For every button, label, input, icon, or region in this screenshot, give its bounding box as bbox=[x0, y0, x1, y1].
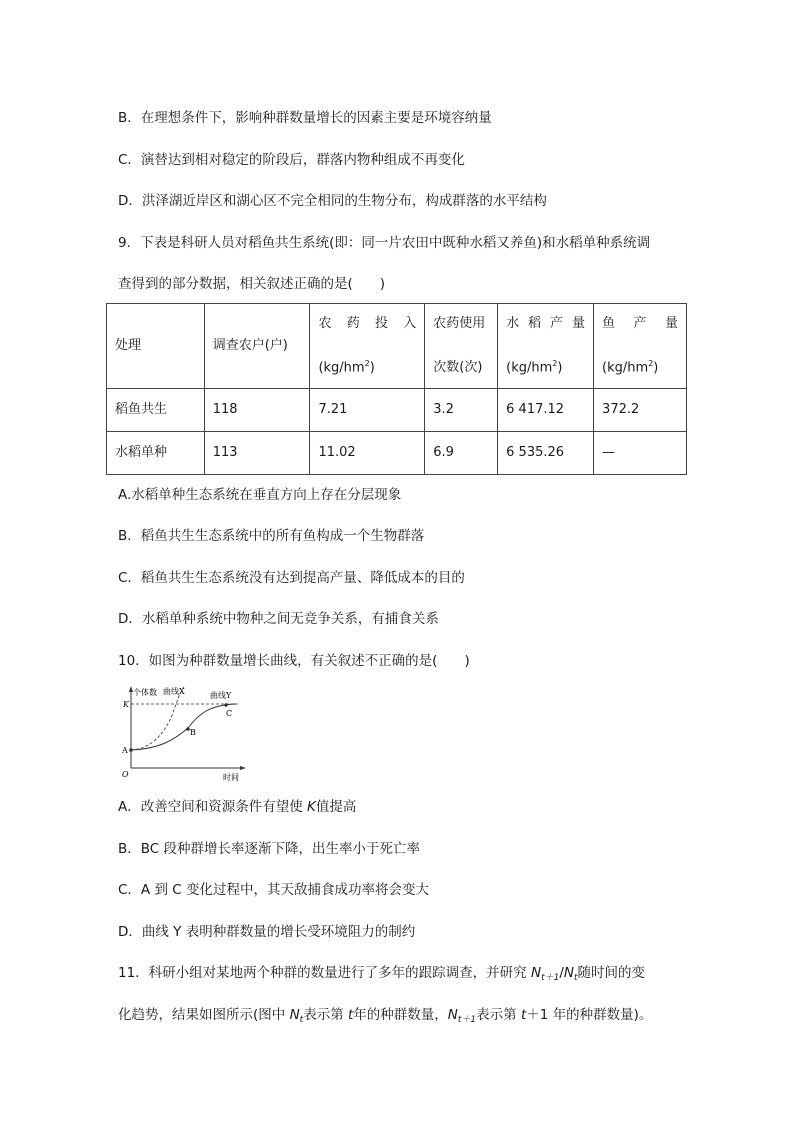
q8-option-c: C．演替达到相对稳定的阶段后，群落内物种组成不再变化 bbox=[118, 152, 465, 168]
header-households: 调查农户(户) bbox=[204, 304, 310, 389]
q9-data-table bbox=[106, 303, 687, 475]
point-b-label: B bbox=[190, 728, 196, 737]
q9-stem-line1: 9．下表是科研人员对稻鱼共生系统(即：同一片农田中既种水稻又养鱼)和水稻单种系统调 bbox=[118, 235, 651, 251]
header-treatment: 处理 bbox=[107, 304, 205, 389]
curve-x-label: 曲线X bbox=[163, 687, 185, 696]
q9-stem-line2: 查得到的部分数据，相关叙述正确的是( ) bbox=[118, 276, 386, 292]
table-cell: 6 535.26 bbox=[498, 432, 594, 475]
curve-y bbox=[131, 704, 236, 750]
q11-stem-line1: 11．科研小组对某地两个种群的数量进行了多年的跟踪调查，并研究 $N_{t+1}/N_t$随时间的变 bbox=[118, 965, 646, 983]
x-axis-label: 时间 bbox=[223, 773, 239, 782]
curve-y-label: 曲线Y bbox=[210, 691, 232, 700]
table-row bbox=[107, 432, 687, 475]
q8-option-d: D．洪泽湖近岸区和湖心区不完全相同的生物分布，构成群落的水平结构 bbox=[118, 193, 547, 209]
table-cell: 稻鱼共生 bbox=[107, 389, 205, 432]
population-growth-figure bbox=[118, 683, 253, 783]
table-cell: 118 bbox=[204, 389, 310, 432]
table-cell: 6.9 bbox=[425, 432, 498, 475]
origin-label: O bbox=[122, 770, 129, 779]
q10-option-a: A．改善空间和资源条件有望使 K值提高 bbox=[118, 799, 357, 815]
q9-option-a: A.水稻单种生态系统在垂直方向上存在分层现象 bbox=[118, 487, 402, 503]
header-fish-yield: 鱼 产 量 $(kg/hm^2)$ bbox=[594, 304, 687, 389]
table-cell: 7.21 bbox=[310, 389, 425, 432]
k-label: K bbox=[123, 700, 129, 709]
point-a bbox=[129, 748, 133, 752]
table-cell: 水稻单种 bbox=[107, 432, 205, 475]
q9-option-c: C．稻鱼共生生态系统没有达到提高产量、降低成本的目的 bbox=[118, 570, 465, 586]
q10-option-b: B．BC 段种群增长率逐渐下降，出生率小于死亡率 bbox=[118, 841, 421, 857]
table-cell: 6 417.12 bbox=[498, 389, 594, 432]
q9-option-d: D．水稻单种系统中物种之间无竞争关系，有捕食关系 bbox=[118, 611, 439, 627]
header-rice-yield: 水 稻 产 量 $(kg/hm^2)$ bbox=[498, 304, 594, 389]
table-cell: — bbox=[594, 432, 687, 475]
q8-option-b: B．在理想条件下，影响种群数量增长的因素主要是环境容纳量 bbox=[118, 110, 492, 126]
table-cell: 3.2 bbox=[425, 389, 498, 432]
table-cell: 372.2 bbox=[594, 389, 687, 432]
q10-option-d: D．曲线 Y 表明种群数量的增长受环境阻力的制约 bbox=[118, 924, 416, 940]
header-pesticide-times: 农药使用 次数(次) bbox=[425, 304, 498, 389]
point-c-label: C bbox=[226, 709, 233, 718]
q10-stem: 10．如图为种群数量增长曲线，有关叙述不正确的是( ) bbox=[118, 653, 470, 669]
x-axis-arrow-icon bbox=[240, 766, 246, 770]
point-c bbox=[224, 703, 228, 707]
point-a-label: A bbox=[122, 746, 128, 755]
table-header-row bbox=[107, 304, 687, 389]
q9-option-b: B．稻鱼共生生态系统中的所有鱼构成一个生物群落 bbox=[118, 528, 425, 544]
y-axis-label: 个体数 bbox=[133, 688, 157, 697]
q11-stem-line2: 化趋势，结果如图所示(图中 $N_t$表示第 t年的种群数量，$N_{t+1}$表示第 t＋1 年的种群数量)。 bbox=[118, 1007, 653, 1025]
table-cell: 11.02 bbox=[310, 432, 425, 475]
table-row bbox=[107, 389, 687, 432]
table-cell: 113 bbox=[204, 432, 310, 475]
header-pesticide-input: 农 药 投 入 $(kg/hm^2)$ bbox=[310, 304, 425, 389]
q10-option-c: C．A 到 C 变化过程中，其天敌捕食成功率将会变大 bbox=[118, 882, 429, 898]
